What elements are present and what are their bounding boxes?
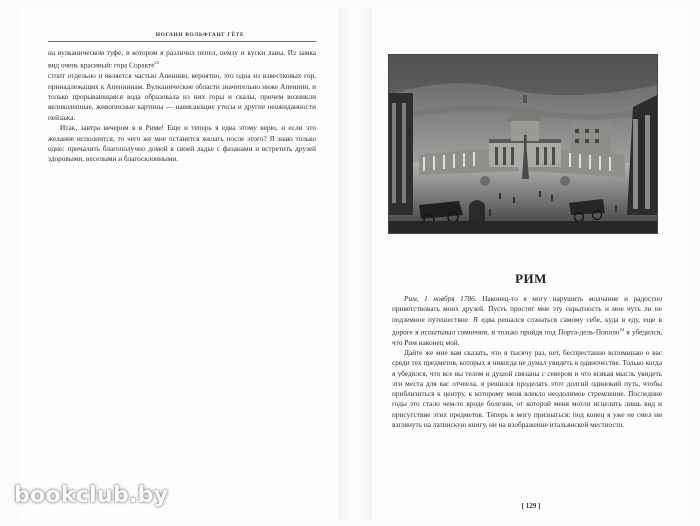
book-gutter <box>338 8 372 520</box>
paragraph: на вулканическом туфе, в котором я различил пепел, пемзу и куски лавы. Из замка вид очень красивый: гора Соракте$^{23}$ <box>48 48 316 70</box>
running-head: ИОГАНН ВОЛЬФГАНГ ГЁТЕ <box>155 32 245 38</box>
right-page <box>372 8 690 520</box>
left-page <box>20 8 338 520</box>
engraving-illustration <box>388 54 658 234</box>
dateline: Рим, 1 ноября 1786. <box>404 294 477 303</box>
watermark-logo: bookclub.by <box>14 483 169 508</box>
right-page-text <box>392 294 662 430</box>
left-page-text <box>48 48 316 165</box>
paragraph: Итак, завтра вечером я в Риме! Еще и теперь я едва этому верю, и если это желание исполнится, то чего же мне останется желать после этого? Я знаю только одно: причалить благополучно домой в своей ладье с фазанами и встретить друзей здоровыми, веселыми и благосклонными. <box>48 123 316 164</box>
chapter-title: РИМ <box>515 271 547 286</box>
header-rule <box>48 41 316 42</box>
page-number: [ 129 ] <box>521 502 541 510</box>
paragraph: Дайте же мне вам сказать, что я тысячу раз, нет, беспрестанно вспоминаю о вас среди тех предметов, которых я никогда не думал увидеть в одиночестве. Только когда я убедился, что все вы телом и душой связаны с севером и что всякая мысль увидеть эти места для вас отчеела, я решился проделать этот долгий одинокий путь, чтобы приблизиться к центру, к которому меня влекло неодолимое стремление. Последние годы это стало чем-то вроде болезни, от которой меня могли исцелить лишь вид и присутствие этих предметов. Теперь я могу признаться: под конец я уже не смел ни взглянуть на латинскую книгу, ни на изображение итальянской местности. <box>392 347 662 429</box>
footnote-mark: 24 <box>619 326 625 332</box>
paragraph: стоит отдельно и является частью Апеннин, вероятно, это одна из известковых гор, принадлежащих к Апеннинам. Вулканические области значительно ниже Апеннин, и только прорывающаяся вода образовала из них горы и скалы, причем возникли великолепные, живописные картины — нависающие утесы и другие неожиданности пейзажа. <box>48 71 316 122</box>
paragraph: Рим, 1 ноября 1786. Наконец-то я могу нарушить молчание и радостно приветствовать моих друзей. Пусть простят мне эту скрытность и мое чуть ли не подземное путешествие. Я едва решался сознаться самому себе, куда я еду, еще в дороге я испытывал сомнения, и только пройдя под Порта-дель-Пополо$^{24}$ я убедился, что Рим наконец мой. <box>392 294 663 347</box>
footnote-mark: 23 <box>154 60 159 66</box>
